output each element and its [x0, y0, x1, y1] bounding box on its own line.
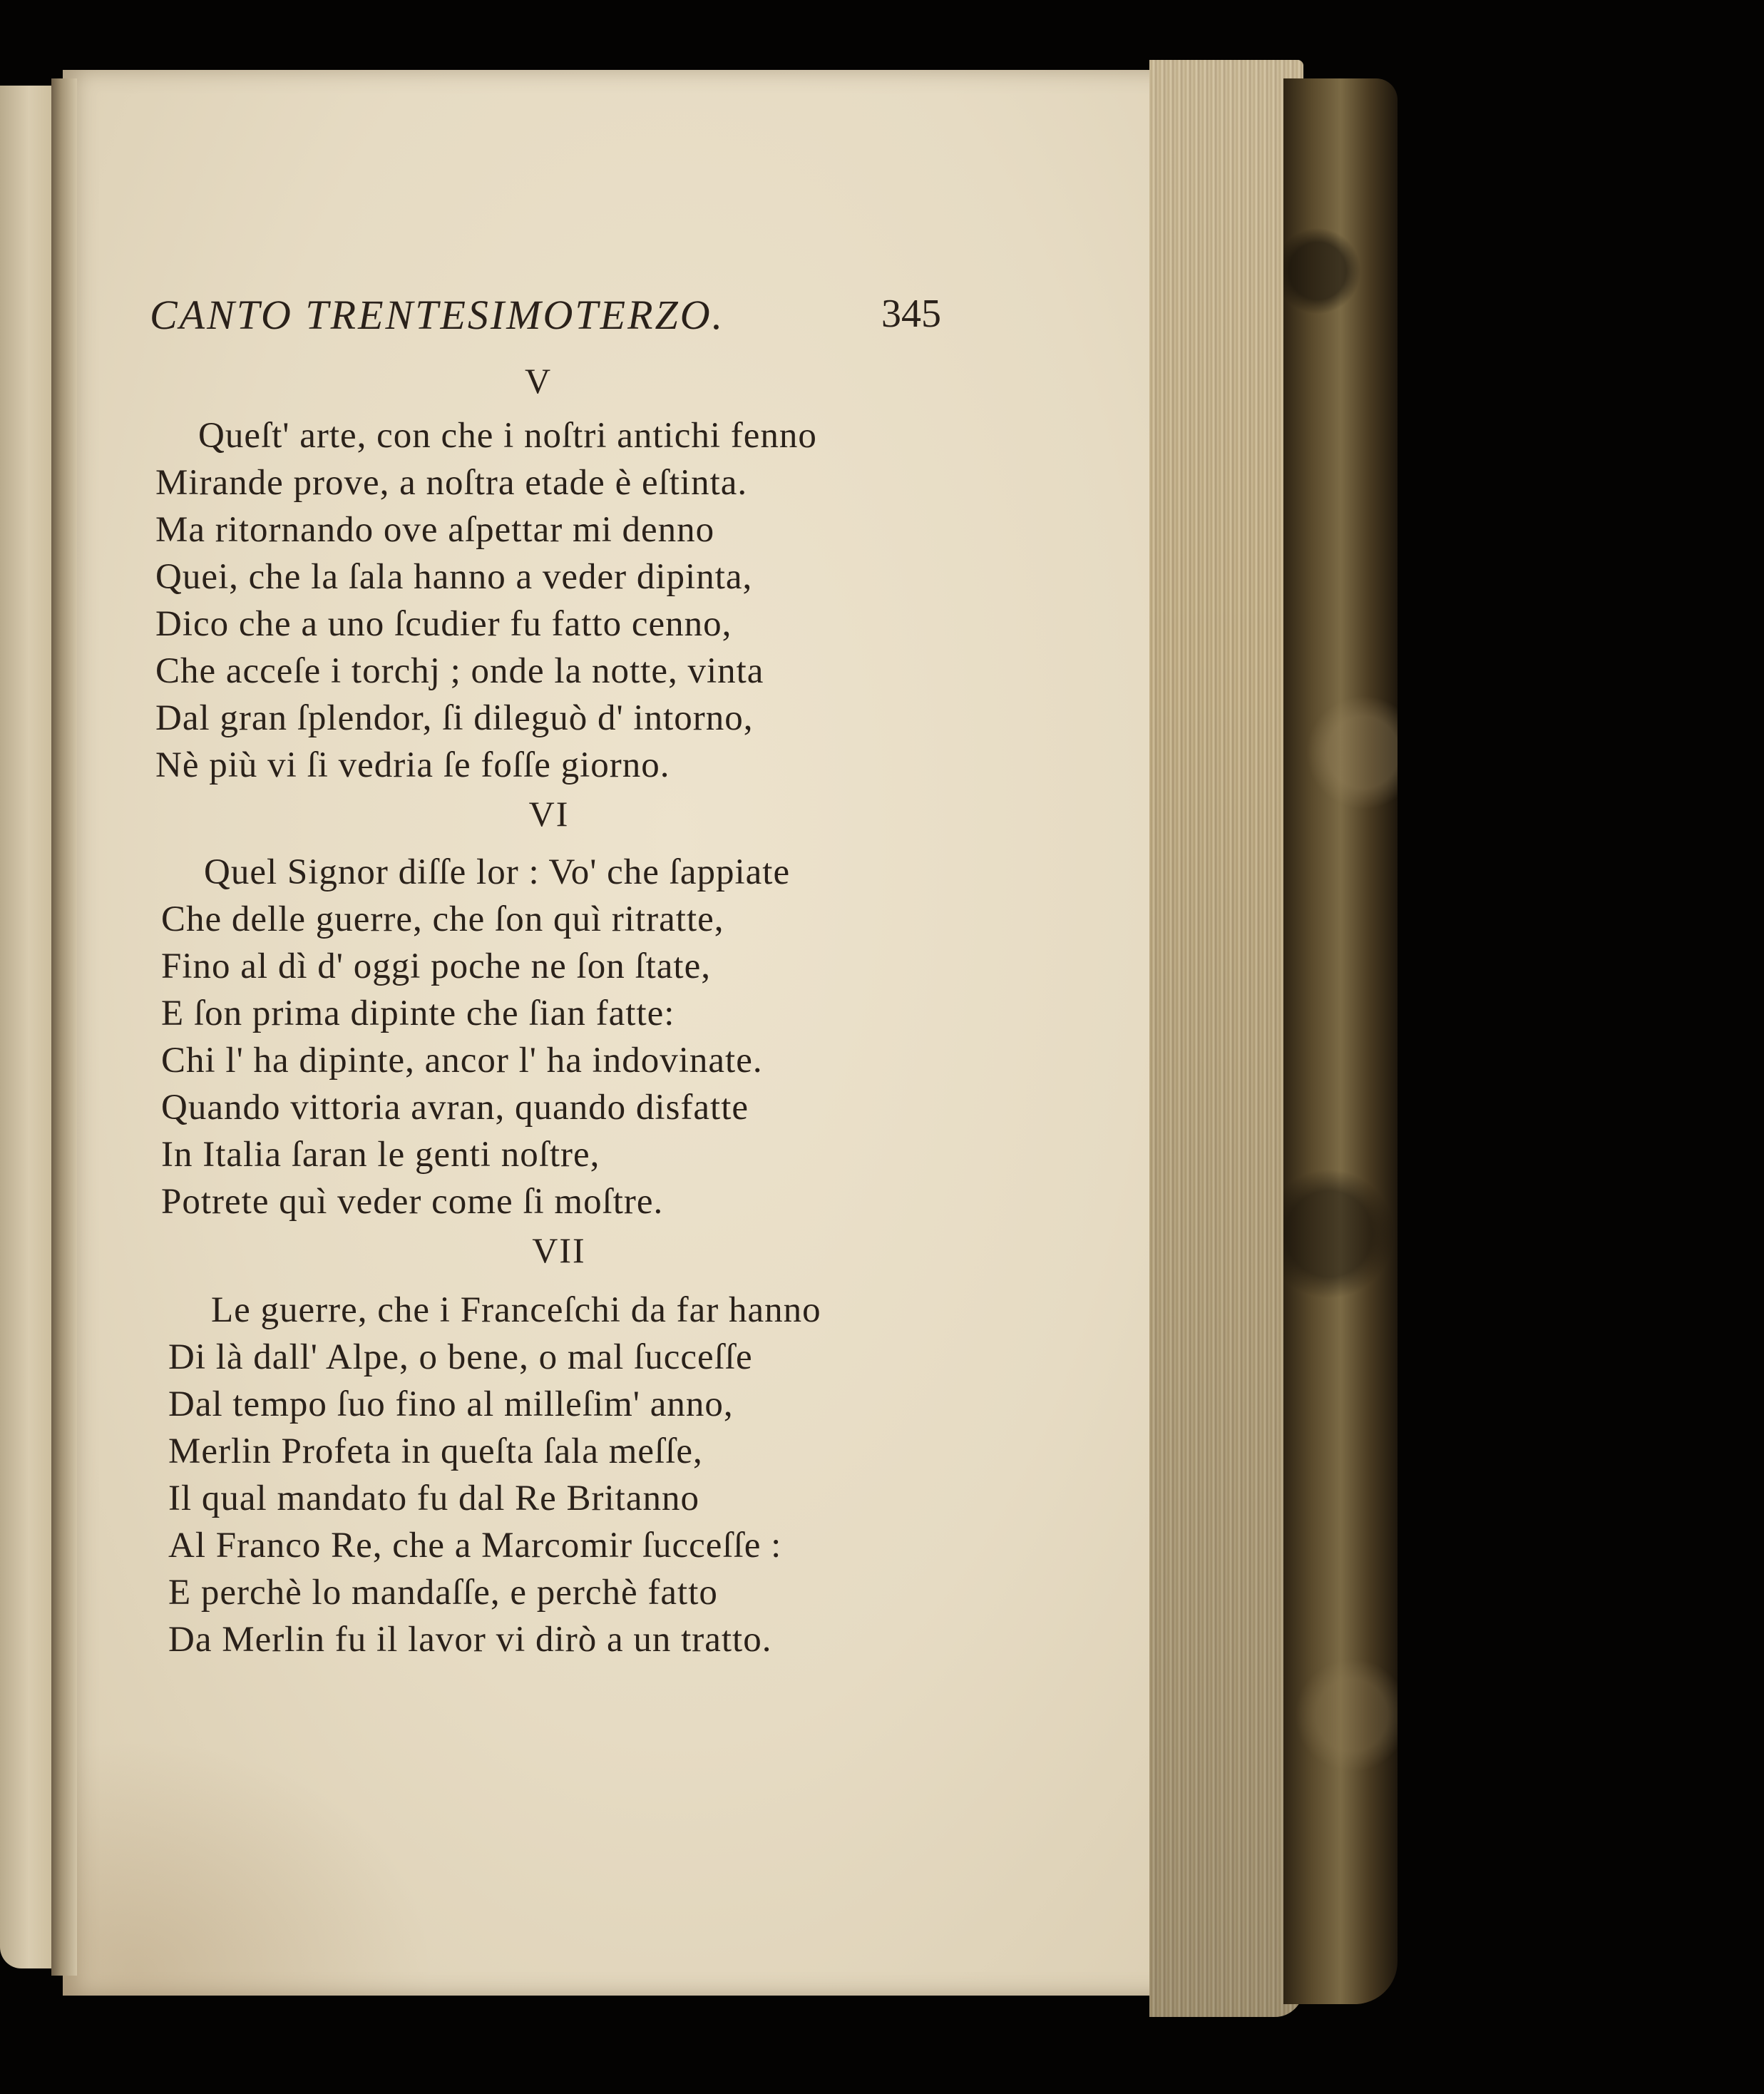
verse-line: In Italia ſaran le genti noſtre, [161, 1135, 600, 1175]
verse-line: Di là dall' Alpe, o bene, o mal ſucceſſe [168, 1337, 753, 1377]
verse-line: Quando vittoria avran, quando disfatte [161, 1088, 749, 1128]
verse-line: Queſt' arte, con che i noſtri antichi fenno [198, 416, 817, 456]
verse-line: Quei, che la ſala hanno a veder dipinta, [155, 557, 753, 597]
running-head-title: CANTO TRENTESIMOTERZO. [150, 292, 725, 338]
verse-line: Nè più vi ſi vedria ſe foſſe giorno. [155, 745, 670, 785]
running-head [150, 291, 941, 348]
verse-line: Dal gran ſplendor, ſi dileguò d' intorno, [155, 698, 754, 738]
stanza-number: VI [528, 794, 570, 834]
verse-line: Merlin Profeta in queſta ſala meſſe, [168, 1431, 703, 1471]
stanza-number: V [524, 361, 553, 401]
verse-line: Che delle guerre, che ſon quì ritratte, [161, 899, 724, 939]
page-stain [63, 1739, 434, 1996]
leather-texture [1283, 78, 1398, 2004]
fore-edge-shading [1149, 60, 1303, 2017]
verse-line: Dico che a uno ſcudier fu fatto cenno, [155, 604, 732, 644]
verse-line: Mirande prove, a noſtra etade è eſtinta. [155, 463, 748, 503]
page-number: 345 [881, 292, 941, 336]
verse-line: Che acceſe i torchj ; onde la notte, vinta [155, 651, 764, 691]
verse-line: Le guerre, che i Franceſchi da far hanno [211, 1290, 821, 1330]
verse-line: Potrete quì veder come ſi moſtre. [161, 1182, 664, 1222]
stanza-number: VII [532, 1230, 586, 1270]
stanza-v [155, 412, 817, 789]
book-gutter [51, 78, 77, 1976]
verse-line: Dal tempo ſuo fino al milleſim' anno, [168, 1384, 734, 1424]
verse-line: Fino al dì d' oggi poche ne ſon ſtate, [161, 946, 711, 986]
verse-line: Da Merlin fu il lavor vi dirò a un tratto. [168, 1620, 772, 1660]
verse-line: Chi l' ha dipinte, ancor l' ha indovinate. [161, 1041, 763, 1081]
verse-line: Quel Signor diſſe lor : Vo' che ſappiate [204, 852, 791, 892]
verse-line: Il qual mandato fu dal Re Britanno [168, 1478, 699, 1518]
verse-line: Ma ritornando ove aſpettar mi denno [155, 510, 715, 550]
verse-line: E ſon prima dipinte che ſian fatte: [161, 994, 675, 1033]
verse-line: Al Franco Re, che a Marcomir ſucceſſe : [168, 1526, 782, 1566]
stanza-vii [168, 1287, 821, 1663]
verse-line: E perchè lo mandaſſe, e perchè fatto [168, 1573, 718, 1613]
stanza-vi [161, 849, 790, 1225]
